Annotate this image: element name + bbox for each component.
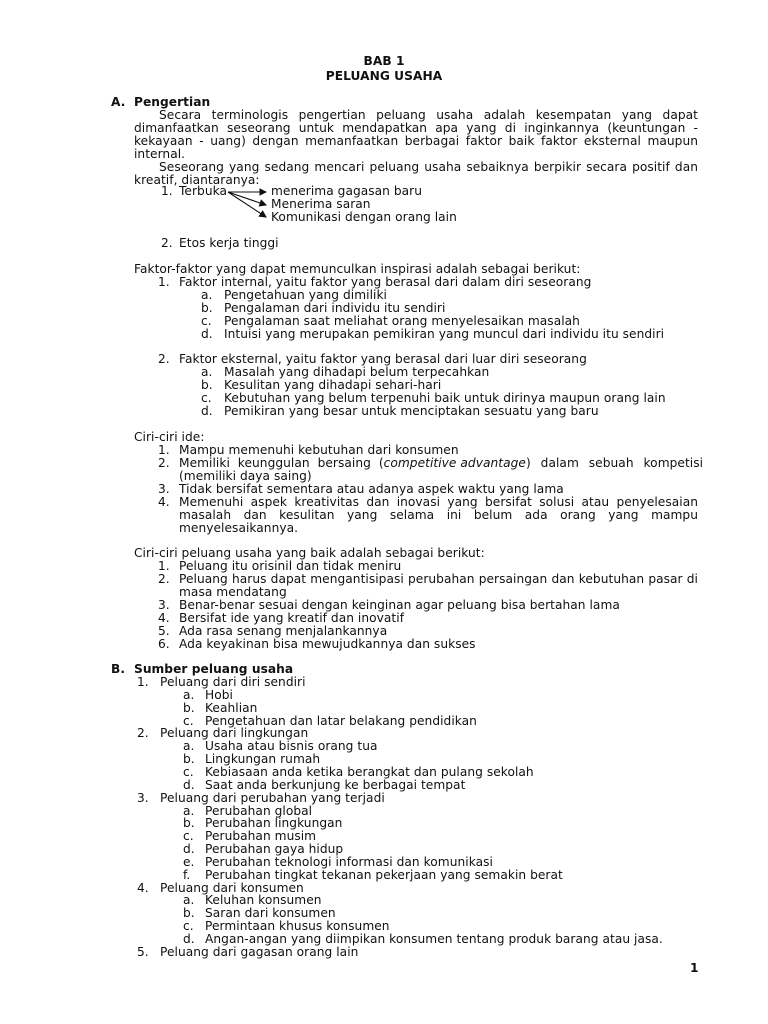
- page-number: 1: [690, 961, 699, 975]
- list-item: Usaha atau bisnis orang tua: [205, 739, 378, 754]
- list-item: Saran dari konsumen: [205, 906, 336, 921]
- section-a-marker: A.: [111, 95, 126, 109]
- list-marker: b.: [183, 816, 195, 831]
- list-item: Tidak bersifat sementara atau adanya aspek waktu yang lama: [179, 482, 564, 496]
- section-b-heading: Sumber peluang usaha: [134, 662, 294, 676]
- list-marker: c.: [201, 314, 212, 328]
- list-marker: c.: [201, 391, 212, 405]
- list-number: 2.: [137, 726, 149, 741]
- list-marker: d.: [201, 327, 213, 341]
- list-item: Keluhan konsumen: [205, 893, 322, 908]
- list-item: Memenuhi aspek kreativitas dan inovasi yang bersifat solusi atau penyelesaian: [179, 495, 698, 509]
- list-item: Ada rasa senang menjalankannya: [179, 624, 388, 638]
- list-marker: a.: [183, 893, 195, 908]
- text-run: Memiliki keunggulan bersaing (: [179, 456, 384, 470]
- list-item-cont: masa mendatang: [179, 585, 287, 599]
- list-item: Perubahan teknologi informasi dan komunikasi: [205, 854, 493, 869]
- list-item-cont: masalah dan kesulitan yang selama ini belum ada orang yang mampu: [179, 508, 698, 522]
- para1-line: kekayaan - uang) dengan memanfaatkan berbagai faktor baik faktor eksternal maupun: [134, 134, 698, 148]
- list-marker: c.: [183, 919, 194, 934]
- list-item: Perubahan lingkungan: [205, 816, 343, 831]
- list-marker: b.: [183, 752, 195, 767]
- sumber-group-label: Peluang dari diri sendiri: [160, 675, 306, 689]
- list-item: Permintaan khusus konsumen: [205, 919, 390, 934]
- terbuka-item: Menerima saran: [271, 197, 371, 211]
- list-item: Ada keyakinan bisa mewujudkannya dan sukses: [179, 637, 476, 651]
- list-marker: c.: [183, 713, 194, 728]
- list-item: Kebiasaan anda ketika berangkat dan pulang sekolah: [205, 764, 534, 779]
- list-marker: b.: [201, 378, 213, 392]
- list-item-cont: (memiliki daya saing): [179, 469, 312, 483]
- list-number: 3.: [137, 790, 149, 805]
- ciri-ide-intro: Ciri-ciri ide:: [134, 430, 205, 444]
- list-item: Perubahan gaya hidup: [205, 842, 344, 857]
- list-item: Benar-benar sesuai dengan keinginan agar peluang bisa bertahan lama: [179, 598, 620, 612]
- list-item: Saat anda berkunjung ke berbagai tempat: [205, 777, 466, 792]
- list-number: 1.: [158, 275, 170, 289]
- para1-line: internal.: [134, 147, 186, 161]
- list-number: 3.: [158, 482, 170, 496]
- chapter-label: BAB 1: [363, 54, 405, 68]
- para2-line: kreatif, diantaranya:: [134, 173, 260, 187]
- list-number: 2.: [158, 352, 170, 366]
- sumber-group-label: Peluang dari konsumen: [160, 880, 304, 895]
- para2-line: Seseorang yang sedang mencari peluang usaha sebaiknya berpikir secara positif dan: [159, 160, 698, 174]
- list-item: Pemikiran yang besar untuk menciptakan sesuatu yang baru: [224, 404, 599, 418]
- terbuka-item: menerima gagasan baru: [271, 184, 423, 198]
- list-number: 4.: [158, 495, 170, 509]
- faktor-eksternal-label: Faktor eksternal, yaitu faktor yang berasal dari luar diri seseorang: [179, 352, 587, 366]
- list-item: Pengetahuan dan latar belakang pendidikan: [205, 713, 477, 728]
- faktor-intro: Faktor-faktor yang dapat memunculkan inspirasi adalah sebagai berikut:: [134, 262, 581, 276]
- list-marker: a.: [183, 739, 195, 754]
- list-number: 4.: [137, 880, 149, 895]
- list-marker: e.: [183, 854, 195, 869]
- list-item: Pengetahuan yang dimiliki: [224, 288, 387, 302]
- list-item: Pengalaman dari individu itu sendiri: [224, 301, 446, 315]
- list-item: Peluang harus dapat mengantisipasi perubahan persaingan dan kebutuhan pasar di: [179, 572, 698, 586]
- list-marker: b.: [201, 301, 213, 315]
- list-item: Angan-angan yang diimpikan konsumen tentang produk barang atau jasa.: [205, 932, 663, 946]
- list-marker: d.: [183, 777, 195, 792]
- list-marker: d.: [201, 404, 213, 418]
- ciri-peluang-intro: Ciri-ciri peluang usaha yang baik adalah sebagai berikut:: [134, 546, 485, 560]
- list-marker: a.: [183, 803, 195, 818]
- section-a-heading: Pengertian: [134, 95, 211, 109]
- text-run: ) dalam sebuah kompetisi: [525, 456, 704, 470]
- list-marker: d.: [183, 932, 195, 946]
- list-item: Hobi: [205, 687, 233, 702]
- list-marker: c.: [183, 764, 194, 779]
- sumber-group-label: Peluang dari gagasan orang lain: [160, 944, 359, 959]
- list-item: Lingkungan rumah: [205, 752, 321, 767]
- terbuka-item: Komunikasi dengan orang lain: [271, 210, 457, 224]
- list-item: Keahlian: [205, 700, 258, 715]
- list-number: 1.: [158, 559, 170, 573]
- list-number: 2.: [158, 572, 170, 586]
- list-marker: d.: [183, 842, 195, 857]
- list-marker: a.: [183, 687, 195, 702]
- list-marker: a.: [201, 365, 213, 379]
- list-item: Bersifat ide yang kreatif dan inovatif: [179, 611, 405, 625]
- para1-line: dimanfaatkan seseorang untuk mendapatkan apa yang di inginkannya (keuntungan -: [134, 121, 698, 135]
- list-item: Mampu memenuhi kebutuhan dari konsumen: [179, 443, 459, 457]
- list-item: Perubahan musim: [205, 829, 317, 844]
- list-number: 5.: [137, 944, 149, 959]
- sumber-group-label: Peluang dari lingkungan: [160, 726, 309, 741]
- list-item: Perubahan tingkat tekanan pekerjaan yang semakin berat: [205, 867, 563, 882]
- list-number: 2.: [158, 456, 170, 470]
- list-number: 4.: [158, 611, 170, 625]
- list-marker: f.: [183, 867, 191, 882]
- list-item: Peluang itu orisinil dan tidak meniru: [179, 559, 402, 573]
- list-number: 6.: [158, 637, 170, 651]
- list-item: Pengalaman saat meliahat orang menyelesaikan masalah: [224, 314, 580, 328]
- list-item: Intuisi yang merupakan pemikiran yang muncul dari individu itu sendiri: [224, 327, 665, 341]
- list-marker: b.: [183, 906, 195, 921]
- list-marker: a.: [201, 288, 213, 302]
- section-b-marker: B.: [111, 662, 126, 676]
- list-number: 1.: [161, 184, 173, 198]
- list-item-cont: menyelesaikannya.: [179, 521, 299, 535]
- list-marker: b.: [183, 700, 195, 715]
- list-number: 5.: [158, 624, 170, 638]
- list-number: 1.: [158, 443, 170, 457]
- sumber-group-label: Peluang dari perubahan yang terjadi: [160, 790, 385, 805]
- list-number: 3.: [158, 598, 170, 612]
- list-item: Kesulitan yang dihadapi sehari-hari: [224, 378, 442, 392]
- list-item: Kebutuhan yang belum terpenuhi baik untuk dirinya maupun orang lain: [224, 391, 666, 405]
- list-item: Masalah yang dihadapi belum terpecahkan: [224, 365, 490, 379]
- chapter-title: PELUANG USAHA: [325, 69, 443, 83]
- terbuka-label: Terbuka: [179, 184, 228, 198]
- branch-arrows-icon: [226, 186, 272, 220]
- list-number: 2.: [161, 236, 173, 250]
- list-item: Perubahan global: [205, 803, 313, 818]
- italic-term: competitive advantage: [383, 456, 526, 470]
- para1-line: Secara terminologis pengertian peluang usaha adalah kesempatan yang dapat: [159, 108, 698, 122]
- faktor-internal-label: Faktor internal, yaitu faktor yang berasal dari dalam diri seseorang: [179, 275, 592, 289]
- etos-label: Etos kerja tinggi: [179, 236, 279, 250]
- list-marker: c.: [183, 829, 194, 844]
- list-number: 1.: [137, 675, 149, 689]
